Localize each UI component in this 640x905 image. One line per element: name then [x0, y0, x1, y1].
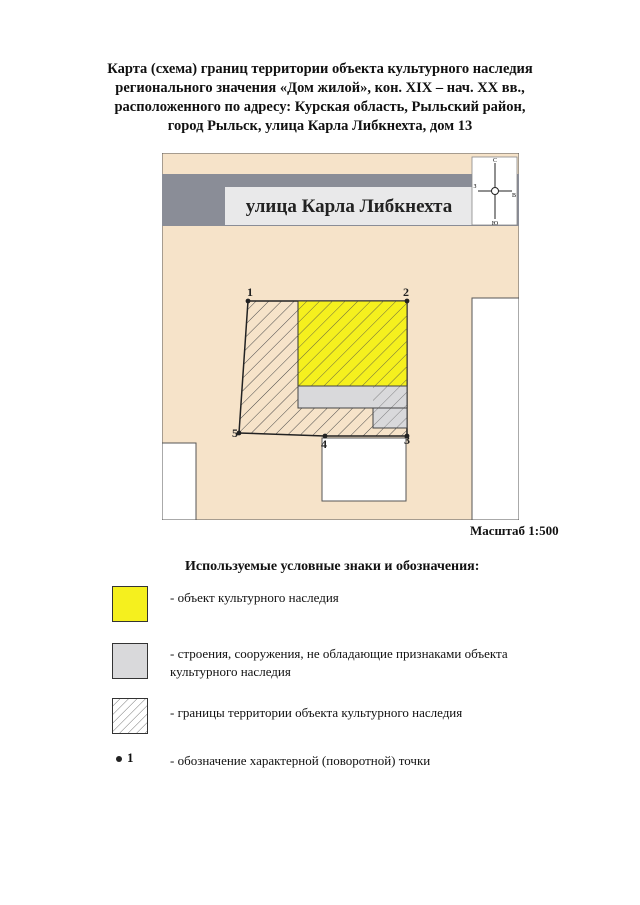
- page-title: [80, 60, 560, 136]
- svg-text:5: 5: [232, 426, 238, 440]
- title-line-4: город Рыльск, улица Карла Либкнехта, дом 13: [167, 118, 473, 134]
- map-scale: Масштаб 1:500: [470, 523, 559, 538]
- legend-hatch-swatch: [112, 698, 148, 734]
- title-line-1: Карта (схема) границ территории объекта культурного наследия: [107, 61, 533, 77]
- neighbor-building-left: [162, 443, 196, 520]
- neighbor-building-right: [472, 298, 519, 520]
- legend-boundary-text: - границы территории объекта культурного наследия: [170, 705, 463, 720]
- svg-text:4: 4: [321, 437, 327, 451]
- legend-building-text: - строения, сооружения, не обладающие признаками объекта культурного наследия: [170, 646, 508, 679]
- legend-heading: Используемые условные знаки и обозначения:: [185, 559, 480, 574]
- street-label: улица Карла Либкнехта: [245, 196, 453, 217]
- legend-point-swatch: 1: [116, 750, 134, 766]
- svg-text:З: З: [473, 184, 477, 190]
- legend-heritage-text: - объект культурного наследия: [170, 590, 339, 605]
- svg-text:2: 2: [403, 285, 409, 299]
- title-line-2: регионального значения «Дом жилой», кон. XIX – нач. XX вв.,: [115, 80, 525, 96]
- neighbor-building-bottom: [322, 438, 406, 501]
- site-map: [162, 153, 519, 520]
- svg-text:Ю: Ю: [491, 221, 499, 227]
- heritage-building-hatch: [298, 301, 407, 386]
- svg-text:С: С: [492, 158, 498, 164]
- svg-text:В: В: [511, 193, 517, 199]
- title-line-3: расположенного по адресу: Курская область, Рыльский район,: [114, 99, 526, 115]
- point-3: [404, 433, 410, 447]
- legend-point-text: - обозначение характерной (поворотной) точки: [170, 753, 431, 768]
- svg-text:3: 3: [404, 433, 410, 447]
- point-4: [321, 434, 327, 451]
- point-icon: [116, 756, 122, 762]
- compass-icon: [472, 157, 517, 227]
- legend-building-swatch: [112, 643, 148, 679]
- svg-text:1: 1: [247, 285, 253, 299]
- legend-heritage-swatch: [112, 586, 148, 622]
